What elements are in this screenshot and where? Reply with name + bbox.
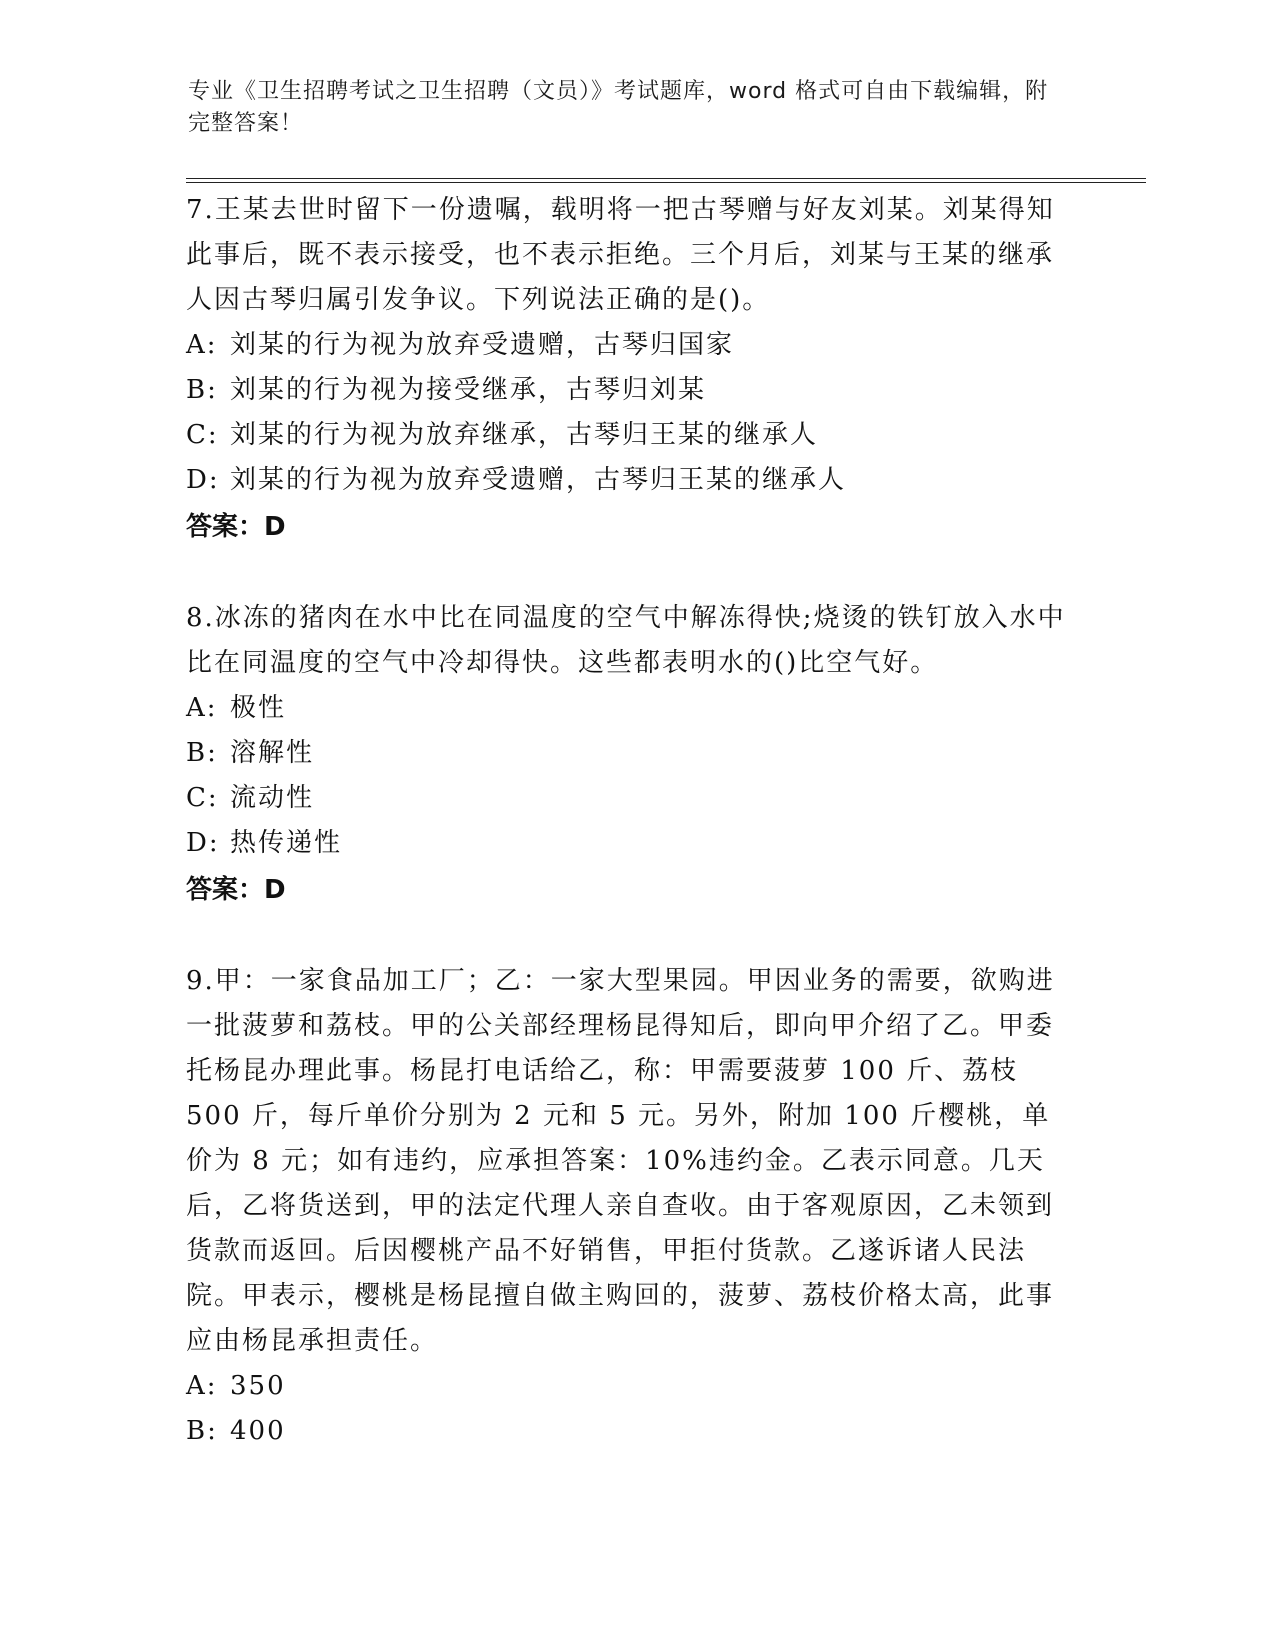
question-7 [186, 188, 1066, 550]
option-letter: C: [186, 420, 219, 450]
option-text: 刘某的行为视为放弃继承，古琴归王某的继承人 [230, 420, 819, 450]
answer-line: 答案：D [186, 875, 286, 905]
question-stem: 9.甲：一家食品加工厂；乙：一家大型果园。甲因业务的需要，欲购进一批菠萝和荔枝。甲的公关部经理杨昆得知后，即向甲介绍了乙。甲委托杨昆办理此事。杨昆打电话给乙，称：甲需要菠萝 100 斤、荔枝 500 斤，每斤单价分别为 2 元和 5 元。另外，附加 100 斤樱桃，单价为 8 元；如有违约，应承担答案：10%违约金。乙表示同意。几天后，乙将货送到，甲的法定代理人亲自查收。由于客观原因，乙未领到货款而返回。后因樱桃产品不好销售，甲拒付货款。乙遂诉诸人民法院。甲表示，樱桃是杨昆擅自做主购回的，菠萝、荔枝价格太高，此事应由杨昆承担责任。 [186, 966, 1055, 1356]
option-b [186, 368, 1066, 413]
option-letter: B: [186, 1416, 218, 1446]
option-letter: D: [186, 465, 220, 495]
option-letter: A: [186, 1371, 218, 1401]
option-text: 流动性 [230, 783, 315, 813]
option-letter: D: [186, 828, 220, 858]
option-b [186, 1409, 1066, 1454]
question-stem: 7.王某去世时留下一份遗嘱，载明将一把古琴赠与好友刘某。刘某得知此事后，既不表示接受，也不表示拒绝。三个月后，刘某与王某的继承人因古琴归属引发争议。下列说法正确的是()。 [186, 195, 1055, 315]
question-stem: 8.冰冻的猪肉在水中比在同温度的空气中解冻得快;烧烫的铁钉放入水中比在同温度的空气中冷却得快。这些都表明水的()比空气好。 [186, 603, 1066, 678]
question-list [186, 188, 1066, 1500]
option-b [186, 731, 1066, 776]
option-text: 极性 [230, 693, 287, 723]
answer-line: 答案：D [186, 512, 286, 542]
option-text: 400 [230, 1416, 286, 1446]
option-letter: C: [186, 783, 219, 813]
option-text: 刘某的行为视为放弃受遗赠，古琴归国家 [230, 330, 735, 360]
option-text: 350 [230, 1371, 286, 1401]
option-letter: B: [186, 738, 218, 768]
question-8 [186, 596, 1066, 913]
option-d [186, 458, 1066, 503]
option-text: 溶解性 [230, 738, 315, 768]
question-9 [186, 959, 1066, 1454]
document-header [188, 76, 1068, 140]
option-a [186, 686, 1066, 731]
option-text: 热传递性 [230, 828, 343, 858]
option-letter: A: [186, 693, 218, 723]
option-letter: B: [186, 375, 218, 405]
option-text: 刘某的行为视为接受继承，古琴归刘某 [230, 375, 707, 405]
option-c [186, 413, 1066, 458]
option-a [186, 323, 1066, 368]
option-d [186, 821, 1066, 866]
option-text: 刘某的行为视为放弃受遗赠，古琴归王某的继承人 [230, 465, 847, 495]
option-a [186, 1364, 1066, 1409]
option-letter: A: [186, 330, 218, 360]
header-divider [186, 178, 1146, 183]
option-c [186, 776, 1066, 821]
header-title: 专业《卫生招聘考试之卫生招聘（文员）》考试题库，word 格式可自由下载编辑，附完整答案！ [188, 79, 1049, 136]
